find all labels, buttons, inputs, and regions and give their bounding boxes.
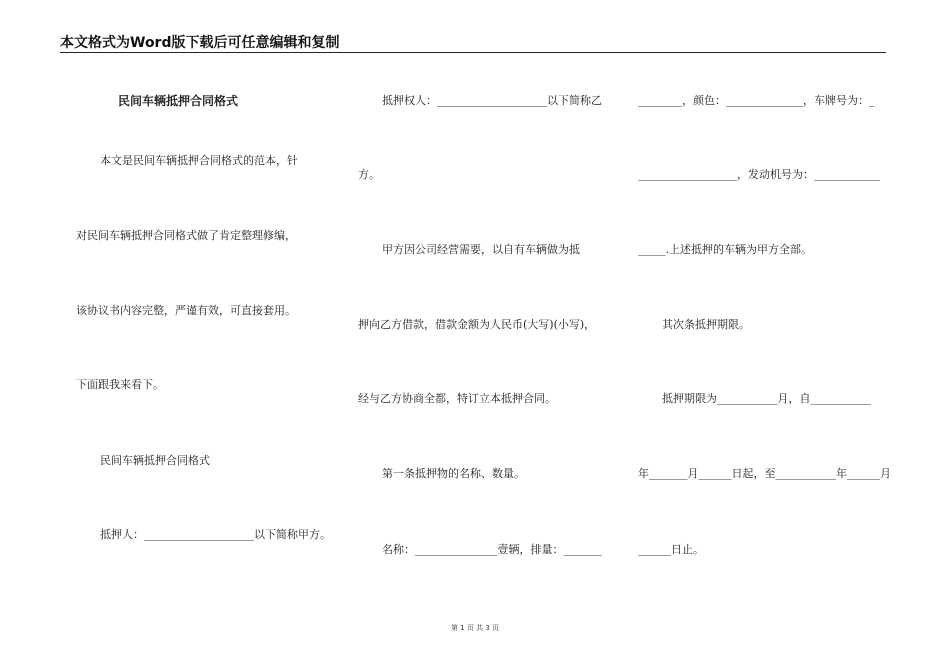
purpose-line-3: 经与乙方协商全都，特订立本抵押合同。 bbox=[358, 392, 556, 405]
intro-line-4: 下面跟我来看下。 bbox=[76, 378, 164, 391]
page-number: 第 1 页 共 3 页 bbox=[450, 624, 500, 632]
engine-number-line: __________________，发动机号为：____________ bbox=[638, 168, 880, 181]
period-line-1: 抵押期限为___________月，自___________ bbox=[662, 392, 871, 405]
vehicle-color-line: ________，颜色：______________，车牌号为：_ bbox=[638, 94, 875, 107]
pledgor-line: 抵押人：____________________以下简称甲方。 bbox=[100, 528, 331, 541]
intro-line-3: 该协议书内容完整，严谨有效，可直接套用。 bbox=[76, 304, 296, 317]
period-line-3: ______日止。 bbox=[638, 543, 704, 556]
document-header-title: 本文格式为Word版下载后可任意编辑和复制 bbox=[60, 35, 340, 51]
header-divider bbox=[60, 52, 886, 53]
purpose-line-2: 押向乙方借款，借款金额为人民币(大写)(小写)， bbox=[358, 318, 596, 331]
period-line-2: 年_______月______日起，至___________年______月 bbox=[638, 467, 891, 480]
contract-subtitle: 民间车辆抵押合同格式 bbox=[100, 454, 210, 467]
article-1-heading: 第一条抵押物的名称、数量。 bbox=[382, 467, 525, 480]
pledgee-line-2: 方。 bbox=[358, 168, 380, 181]
contract-title: 民间车辆抵押合同格式 bbox=[118, 94, 239, 108]
article-2-heading: 其次条抵押期限。 bbox=[662, 318, 750, 331]
purpose-line-1: 甲方因公司经营需要，以自有车辆做为抵 bbox=[382, 243, 580, 256]
vehicle-name-line: 名称：_______________壹辆，排量：_______ bbox=[382, 543, 602, 556]
intro-line-2: 对民间车辆抵押合同格式做了肯定整理修编， bbox=[76, 229, 296, 242]
intro-line-1: 本文是民间车辆抵押合同格式的范本，针 bbox=[100, 154, 298, 167]
pledgee-line-1: 抵押权人：____________________以下简称乙 bbox=[382, 94, 602, 107]
ownership-line: _____.上述抵押的车辆为甲方全部。 bbox=[638, 243, 812, 256]
